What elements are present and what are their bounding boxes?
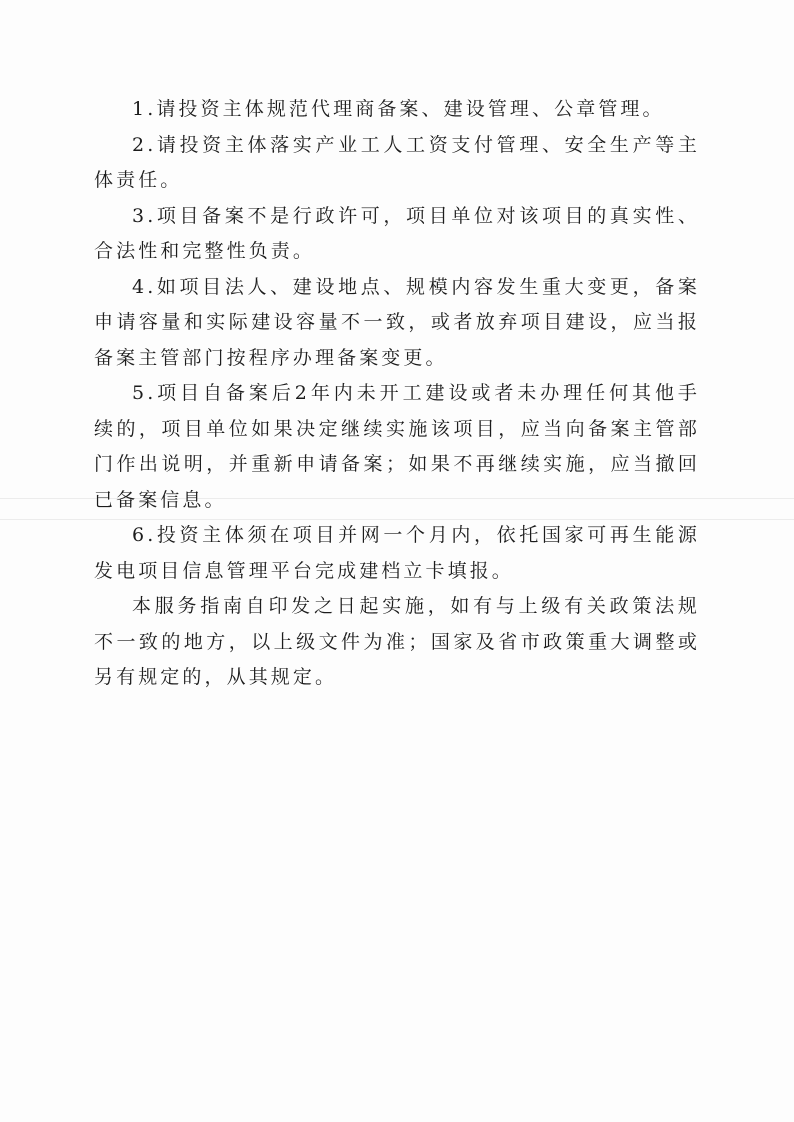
paragraph-4: 4.如项目法人、建设地点、规模内容发生重大变更，备案申请容量和实际建设容量不一致，或者放弃项目建设，应当报备案主管部门按程序办理备案变更。 [94, 275, 700, 369]
paragraph-1: 1.请投资主体规范代理商备案、建设管理、公章管理。 [132, 98, 665, 120]
paragraph-6: 6.投资主体须在项目并网一个月内，依托国家可再生能源发电项目信息管理平台完成建档立卡填报。 [94, 524, 700, 582]
paragraph-2: 2.请投资主体落实产业工人工资支付管理、安全生产等主体责任。 [94, 133, 700, 191]
document-body [94, 92, 700, 696]
paragraph-3: 3.项目备案不是行政许可，项目单位对该项目的真实性、合法性和完整性负责。 [94, 204, 700, 262]
paragraph-closing: 本服务指南自印发之日起实施，如有与上级有关政策法规不一致的地方，以上级文件为准；国家及省市政策重大调整或另有规定的，从其规定。 [94, 595, 700, 688]
paragraph-5: 5.项目自备案后2年内未开工建设或者未办理任何其他手续的，项目单位如果决定继续实施该项目，应当向备案主管部门作出说明，并重新申请备案；如果不再继续实施，应当撤回已备案信息。 [94, 382, 700, 511]
